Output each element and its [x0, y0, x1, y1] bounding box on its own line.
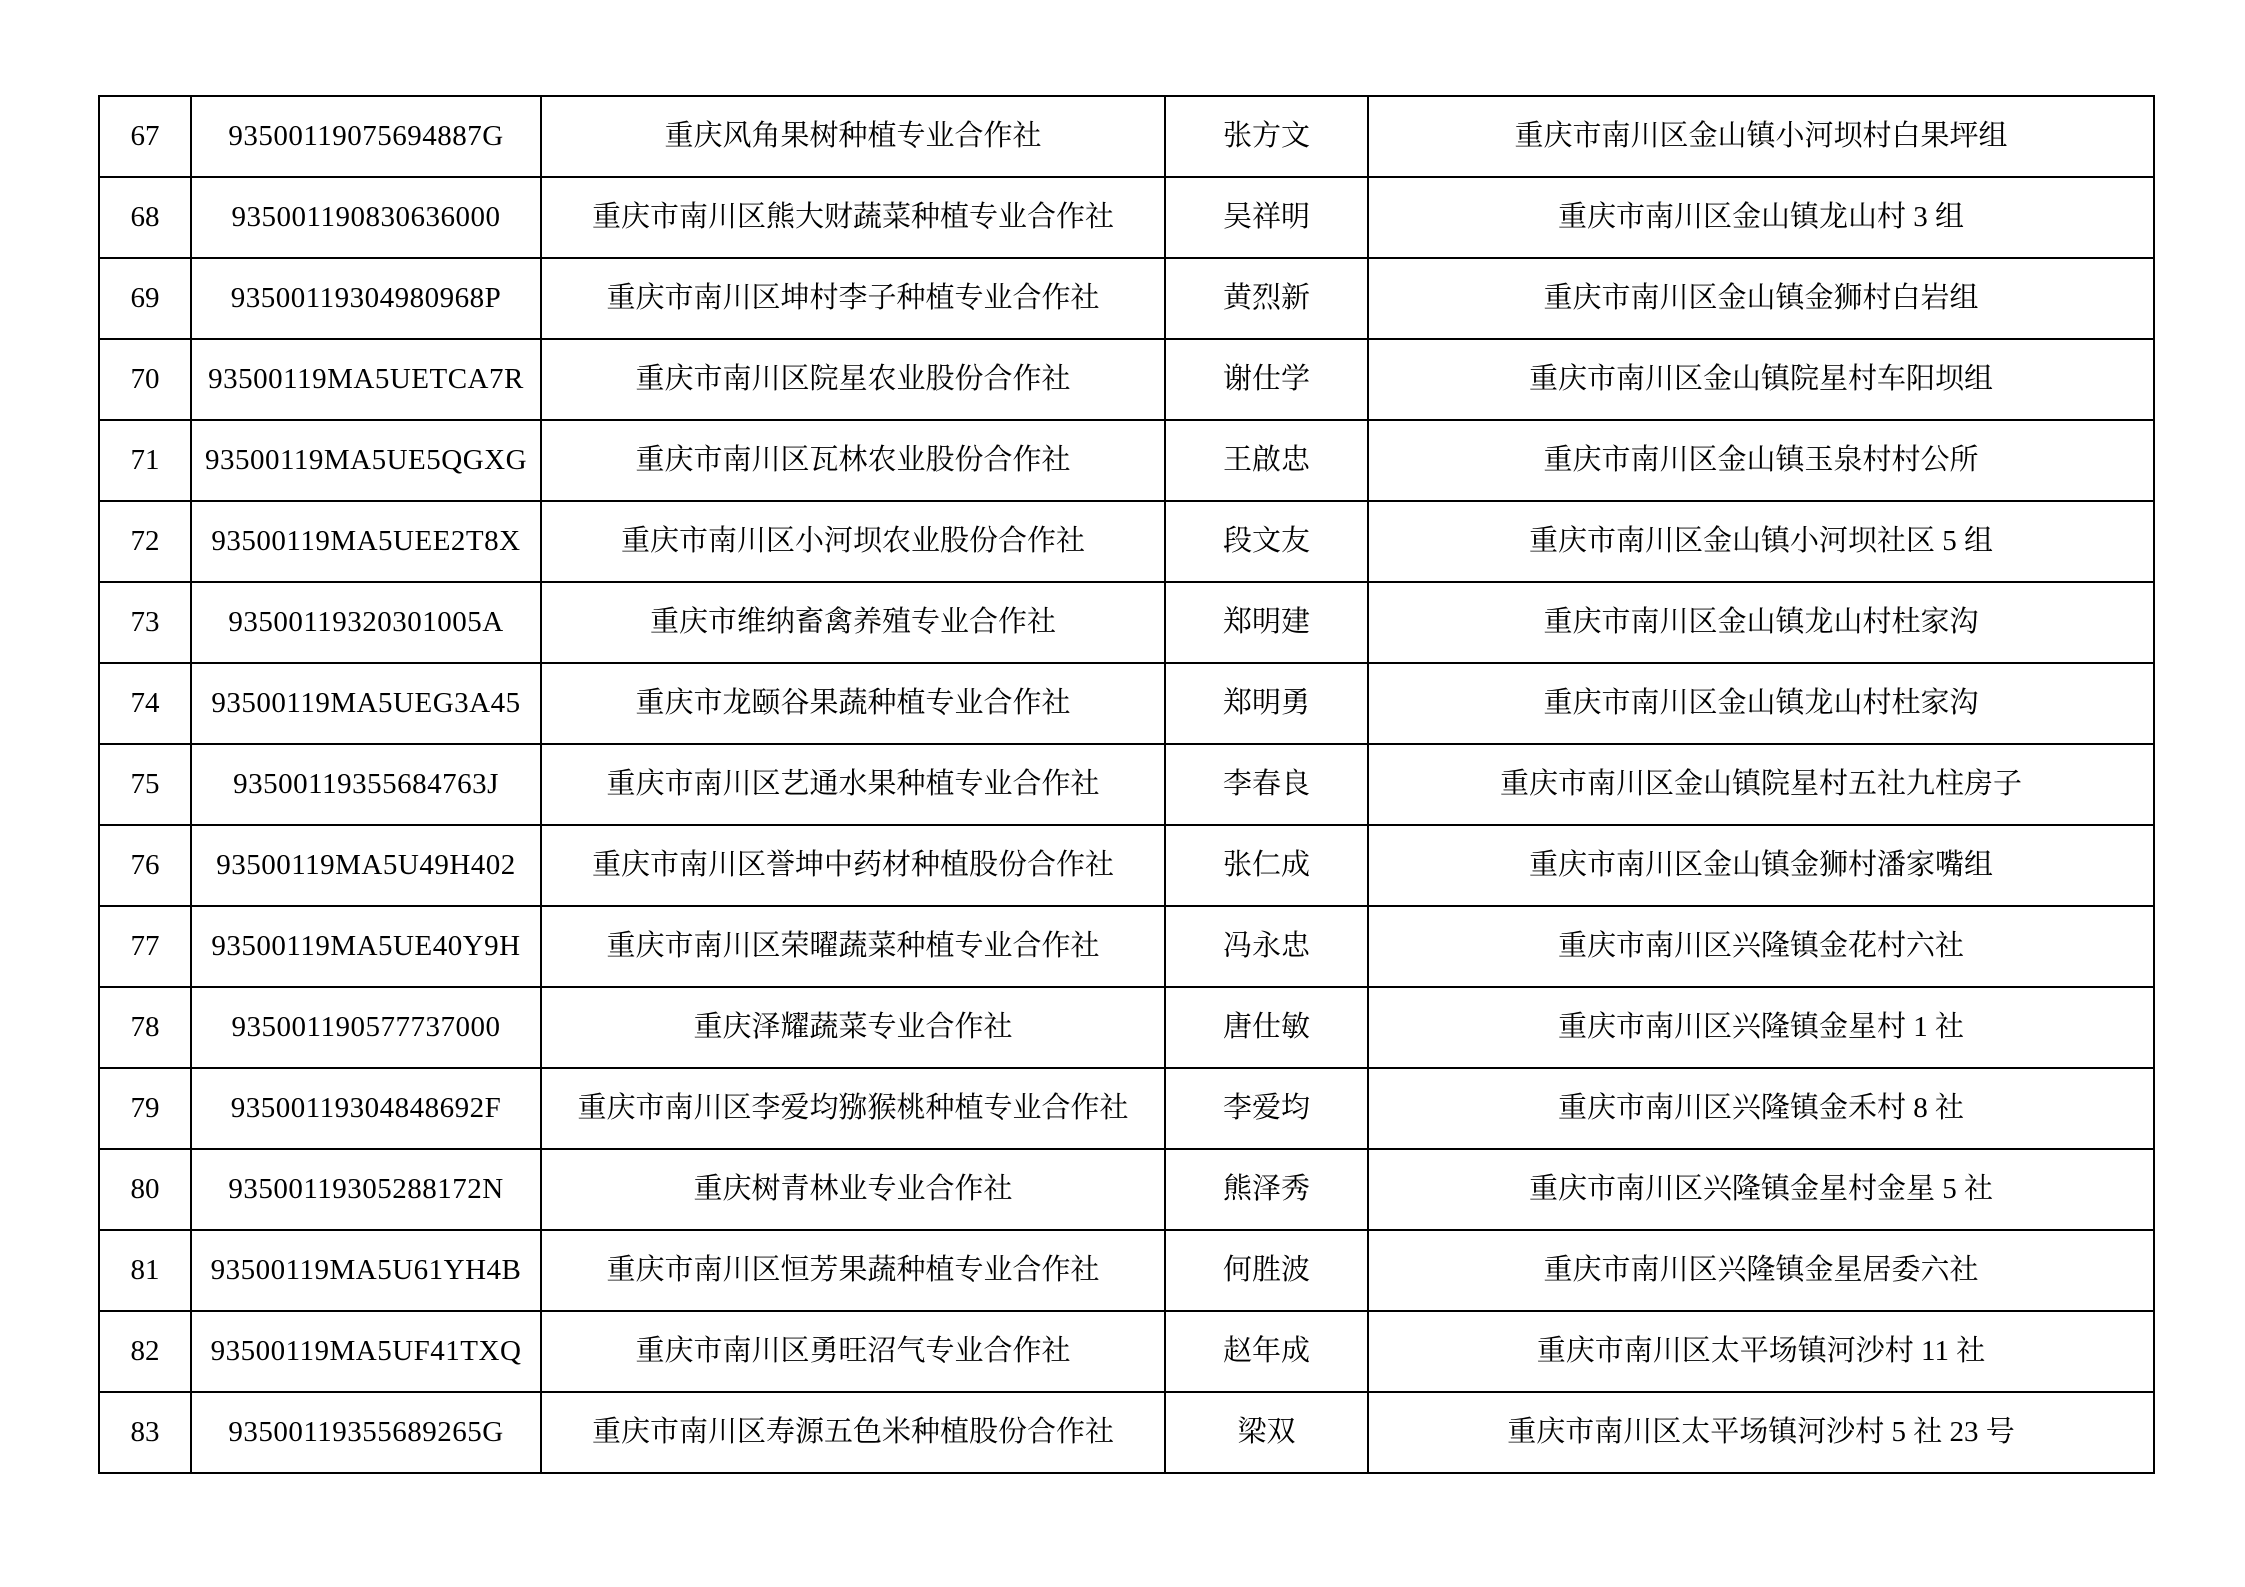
- table-row: [99, 258, 2154, 339]
- address-cell: 重庆市南川区兴隆镇金星村 1 社: [1368, 987, 2154, 1068]
- credit-code-cell: 93500119MA5U61YH4B: [191, 1230, 541, 1311]
- table-body: [99, 96, 2154, 1473]
- credit-code-cell: 93500119075694887G: [191, 96, 541, 177]
- address-cell: 重庆市南川区兴隆镇金花村六社: [1368, 906, 2154, 987]
- cooperative-name-cell: 重庆市南川区艺通水果种植专业合作社: [541, 744, 1165, 825]
- row-number-cell: 72: [99, 501, 191, 582]
- credit-code-cell: 93500119MA5U49H402: [191, 825, 541, 906]
- cooperative-name-cell: 重庆树青林业专业合作社: [541, 1149, 1165, 1230]
- credit-code-cell: 93500119355689265G: [191, 1392, 541, 1473]
- cooperative-name-cell: 重庆泽耀蔬菜专业合作社: [541, 987, 1165, 1068]
- representative-name-cell: 李春良: [1165, 744, 1368, 825]
- address-cell: 重庆市南川区金山镇龙山村 3 组: [1368, 177, 2154, 258]
- credit-code-cell: 93500119MA5UE5QGXG: [191, 420, 541, 501]
- address-cell: 重庆市南川区金山镇玉泉村村公所: [1368, 420, 2154, 501]
- row-number-cell: 80: [99, 1149, 191, 1230]
- credit-code-cell: 935001190830636000: [191, 177, 541, 258]
- row-number-cell: 68: [99, 177, 191, 258]
- representative-name-cell: 梁双: [1165, 1392, 1368, 1473]
- representative-name-cell: 黄烈新: [1165, 258, 1368, 339]
- representative-name-cell: 郑明建: [1165, 582, 1368, 663]
- representative-name-cell: 谢仕学: [1165, 339, 1368, 420]
- table-row: [99, 987, 2154, 1068]
- cooperative-name-cell: 重庆市龙颐谷果蔬种植专业合作社: [541, 663, 1165, 744]
- row-number-cell: 76: [99, 825, 191, 906]
- address-cell: 重庆市南川区金山镇金狮村白岩组: [1368, 258, 2154, 339]
- representative-name-cell: 王啟忠: [1165, 420, 1368, 501]
- address-cell: 重庆市南川区金山镇院星村车阳坝组: [1368, 339, 2154, 420]
- cooperative-name-cell: 重庆市南川区坤村李子种植专业合作社: [541, 258, 1165, 339]
- table-row: [99, 1068, 2154, 1149]
- credit-code-cell: 93500119MA5UEE2T8X: [191, 501, 541, 582]
- cooperatives-table: [98, 95, 2155, 1474]
- representative-name-cell: 吴祥明: [1165, 177, 1368, 258]
- representative-name-cell: 何胜波: [1165, 1230, 1368, 1311]
- representative-name-cell: 赵年成: [1165, 1311, 1368, 1392]
- table-row: [99, 1392, 2154, 1473]
- cooperative-name-cell: 重庆市南川区熊大财蔬菜种植专业合作社: [541, 177, 1165, 258]
- table-row: [99, 1149, 2154, 1230]
- representative-name-cell: 熊泽秀: [1165, 1149, 1368, 1230]
- address-cell: 重庆市南川区金山镇龙山村杜家沟: [1368, 582, 2154, 663]
- credit-code-cell: 93500119MA5UE40Y9H: [191, 906, 541, 987]
- address-cell: 重庆市南川区金山镇小河坝村白果坪组: [1368, 96, 2154, 177]
- table-row: [99, 744, 2154, 825]
- representative-name-cell: 张方文: [1165, 96, 1368, 177]
- cooperative-name-cell: 重庆市南川区李爱均猕猴桃种植专业合作社: [541, 1068, 1165, 1149]
- representative-name-cell: 李爱均: [1165, 1068, 1368, 1149]
- credit-code-cell: 93500119305288172N: [191, 1149, 541, 1230]
- cooperative-name-cell: 重庆市南川区寿源五色米种植股份合作社: [541, 1392, 1165, 1473]
- table-row: [99, 663, 2154, 744]
- row-number-cell: 70: [99, 339, 191, 420]
- credit-code-cell: 93500119304848692F: [191, 1068, 541, 1149]
- address-cell: 重庆市南川区兴隆镇金禾村 8 社: [1368, 1068, 2154, 1149]
- table-row: [99, 1311, 2154, 1392]
- credit-code-cell: 93500119320301005A: [191, 582, 541, 663]
- row-number-cell: 78: [99, 987, 191, 1068]
- row-number-cell: 83: [99, 1392, 191, 1473]
- cooperative-name-cell: 重庆市南川区誉坤中药材种植股份合作社: [541, 825, 1165, 906]
- cooperative-name-cell: 重庆市南川区院星农业股份合作社: [541, 339, 1165, 420]
- credit-code-cell: 935001190577737000: [191, 987, 541, 1068]
- credit-code-cell: 93500119MA5UETCA7R: [191, 339, 541, 420]
- address-cell: 重庆市南川区金山镇小河坝社区 5 组: [1368, 501, 2154, 582]
- address-cell: 重庆市南川区兴隆镇金星村金星 5 社: [1368, 1149, 2154, 1230]
- row-number-cell: 81: [99, 1230, 191, 1311]
- cooperative-name-cell: 重庆市南川区勇旺沼气专业合作社: [541, 1311, 1165, 1392]
- credit-code-cell: 93500119MA5UF41TXQ: [191, 1311, 541, 1392]
- row-number-cell: 79: [99, 1068, 191, 1149]
- row-number-cell: 67: [99, 96, 191, 177]
- table-row: [99, 825, 2154, 906]
- representative-name-cell: 唐仕敏: [1165, 987, 1368, 1068]
- representative-name-cell: 张仁成: [1165, 825, 1368, 906]
- address-cell: 重庆市南川区金山镇龙山村杜家沟: [1368, 663, 2154, 744]
- table-row: [99, 177, 2154, 258]
- address-cell: 重庆市南川区太平场镇河沙村 11 社: [1368, 1311, 2154, 1392]
- cooperative-name-cell: 重庆市南川区恒芳果蔬种植专业合作社: [541, 1230, 1165, 1311]
- row-number-cell: 74: [99, 663, 191, 744]
- row-number-cell: 77: [99, 906, 191, 987]
- row-number-cell: 71: [99, 420, 191, 501]
- cooperative-name-cell: 重庆风角果树种植专业合作社: [541, 96, 1165, 177]
- address-cell: 重庆市南川区太平场镇河沙村 5 社 23 号: [1368, 1392, 2154, 1473]
- row-number-cell: 73: [99, 582, 191, 663]
- table-row: [99, 96, 2154, 177]
- row-number-cell: 69: [99, 258, 191, 339]
- row-number-cell: 82: [99, 1311, 191, 1392]
- row-number-cell: 75: [99, 744, 191, 825]
- cooperative-name-cell: 重庆市南川区荣曜蔬菜种植专业合作社: [541, 906, 1165, 987]
- table-row: [99, 582, 2154, 663]
- cooperative-name-cell: 重庆市维纳畜禽养殖专业合作社: [541, 582, 1165, 663]
- representative-name-cell: 段文友: [1165, 501, 1368, 582]
- cooperative-name-cell: 重庆市南川区小河坝农业股份合作社: [541, 501, 1165, 582]
- cooperative-name-cell: 重庆市南川区瓦林农业股份合作社: [541, 420, 1165, 501]
- address-cell: 重庆市南川区金山镇金狮村潘家嘴组: [1368, 825, 2154, 906]
- representative-name-cell: 郑明勇: [1165, 663, 1368, 744]
- representative-name-cell: 冯永忠: [1165, 906, 1368, 987]
- table-row: [99, 1230, 2154, 1311]
- credit-code-cell: 93500119355684763J: [191, 744, 541, 825]
- table-row: [99, 906, 2154, 987]
- address-cell: 重庆市南川区金山镇院星村五社九柱房子: [1368, 744, 2154, 825]
- credit-code-cell: 93500119304980968P: [191, 258, 541, 339]
- credit-code-cell: 93500119MA5UEG3A45: [191, 663, 541, 744]
- address-cell: 重庆市南川区兴隆镇金星居委六社: [1368, 1230, 2154, 1311]
- table-row: [99, 501, 2154, 582]
- table-row: [99, 420, 2154, 501]
- table-row: [99, 339, 2154, 420]
